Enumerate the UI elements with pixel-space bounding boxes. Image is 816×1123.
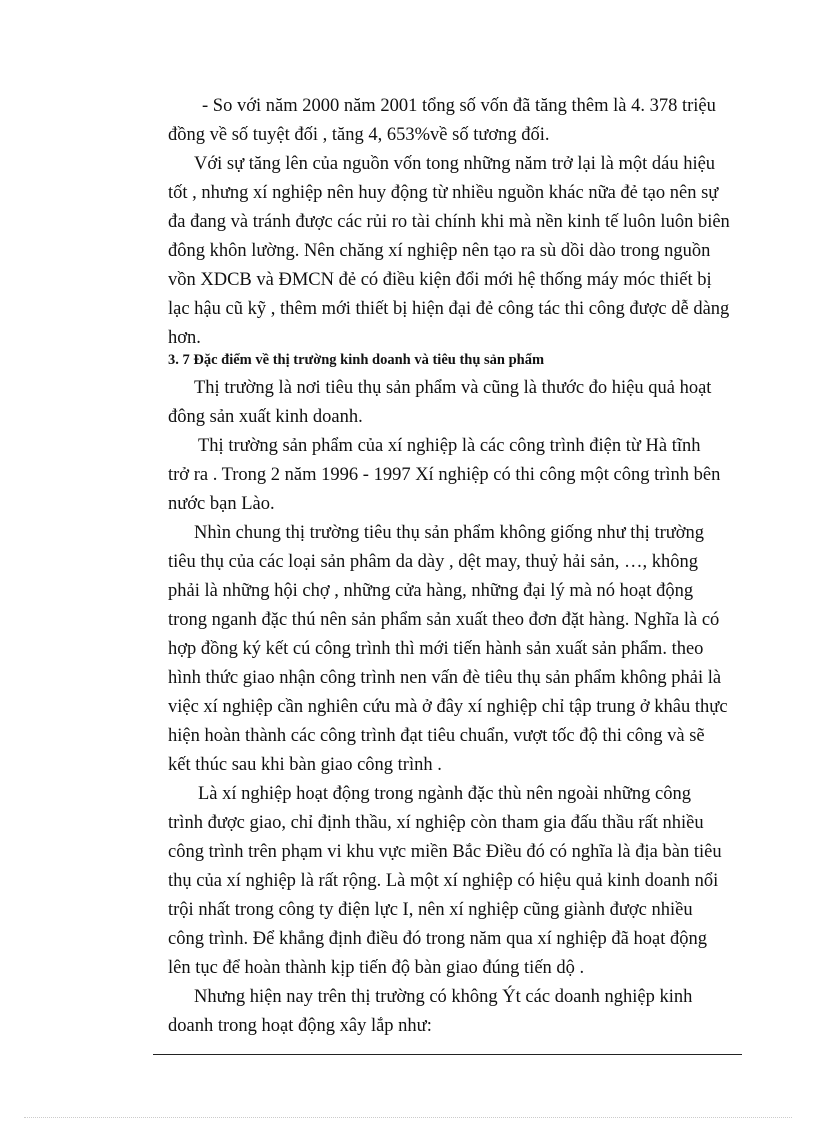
text-line: đông khôn lường. Nên chăng xí nghiệp nên tạo ra sù dồi dào trong nguồn <box>168 241 711 261</box>
paragraph-market-scope <box>168 432 770 519</box>
paragraph-bidding-activity <box>168 780 770 983</box>
text-line: - So với năm 2000 năm 2001 tổng số vốn đã tăng thêm là 4. 378 triệu <box>202 96 716 116</box>
text-line: Thị trường là nơi tiêu thụ sản phẩm và cũng là thước đo hiệu quả hoạt <box>194 378 712 398</box>
text-line: hình thức giao nhận công trình nen vấn đè tiêu thụ sản phẩm không phải là <box>168 668 722 688</box>
paragraph-market-characteristics <box>168 519 770 780</box>
text-line: Nhìn chung thị trường tiêu thụ sản phẩm không giống như thị trường <box>194 523 705 543</box>
text-line: trội nhất trong công ty điện lực I, nên xí nghiệp cũng giành được nhiều <box>168 900 693 920</box>
text-line: Là xí nghiệp hoạt động trong ngành đặc thù nên ngoài những công <box>198 784 691 804</box>
paragraph-capital-comparison <box>202 92 770 121</box>
text-line: công trình. Để khẳng định điều đó trong năm qua xí nghiệp đã hoạt động <box>168 929 707 949</box>
text-line: doanh trong hoạt động xây lắp như: <box>168 1016 432 1036</box>
page-bottom-edge <box>24 1117 792 1118</box>
text-line: hơn. <box>168 328 201 348</box>
paragraph-capital-comparison-cont <box>168 121 770 150</box>
footer-divider <box>153 1054 742 1055</box>
text-line: trở ra . Trong 2 năm 1996 - 1997 Xí nghiệp có thi công một công trình bên <box>168 465 721 485</box>
text-line: Nhưng hiện nay trên thị trường có không Ýt các doanh nghiệp kinh <box>194 987 693 1007</box>
text-line: Với sự tăng lên của nguồn vốn tong những năm trở lại là một dáu hiệu <box>194 154 716 174</box>
text-line: hợp đồng ký kết cú công trình thì mới tiến hành sản xuất sản phẩm. theo <box>168 639 704 659</box>
text-line: thụ của xí nghiệp là rất rộng. Là một xí nghiệp có hiệu quả kinh doanh nổi <box>168 871 719 891</box>
text-line: đông sản xuất kinh doanh. <box>168 407 363 427</box>
text-line: lên tục để hoàn thành kịp tiến độ bàn giao đúng tiến dộ . <box>168 958 585 978</box>
text-line: đa đang và tránh được các rủi ro tài chính khi mà nền kinh tế luôn luôn biên <box>168 212 730 232</box>
text-line: nước bạn Lào. <box>168 494 275 514</box>
text-line: tiêu thụ của các loại sản phâm da dày , dệt may, thuỷ hải sản, …, không <box>168 552 699 572</box>
text-line: kết thúc sau khi bàn giao công trình . <box>168 755 442 775</box>
text-line: trong nganh đặc thú nên sản phẩm sản xuất theo đơn đặt hàng. Nghĩa là có <box>168 610 720 630</box>
paragraph-market-definition <box>168 374 770 432</box>
text-line: việc xí nghiệp cần nghiên cứu mà ở đây xí nghiệp chỉ tập trung ở khâu thực <box>168 697 728 717</box>
text-line: Thị trường sản phẩm của xí nghiệp là các công trình điện từ Hà tĩnh <box>198 436 701 456</box>
text-line: hiện hoàn thành các công trình đạt tiêu chuẩn, vượt tốc độ thi công và sẽ <box>168 726 705 746</box>
text-line: đồng về số tuyệt đối , tăng 4, 653%về số tương đối. <box>168 125 550 145</box>
paragraph-capital-growth <box>168 150 770 353</box>
paragraph-competitors-intro <box>168 983 770 1041</box>
section-heading: 3. 7 Đặc điểm về thị trường kinh doanh và tiêu thụ sản phẩm <box>168 352 545 368</box>
text-line: công trình trên phạm vi khu vực miền Bắc Điều đó có nghĩa là địa bàn tiêu <box>168 842 722 862</box>
text-line: tốt , nhưng xí nghiệp nên huy động từ nhiều nguồn khác nữa đẻ tạo nên sự <box>168 183 719 203</box>
text-line: vồn XDCB và ĐMCN đẻ có điều kiện đổi mới hệ thống máy móc thiết bị <box>168 270 712 290</box>
text-line: trình được giao, chỉ định thầu, xí nghiệp còn tham gia đấu thầu rất nhiều <box>168 813 704 833</box>
text-line: lạc hậu cũ kỹ , thêm mới thiết bị hiện đại đẻ công tác thi công được dễ dàng <box>168 299 730 319</box>
text-line: phải là những hội chợ , những cửa hàng, những đại lý mà nó hoạt động <box>168 581 694 601</box>
